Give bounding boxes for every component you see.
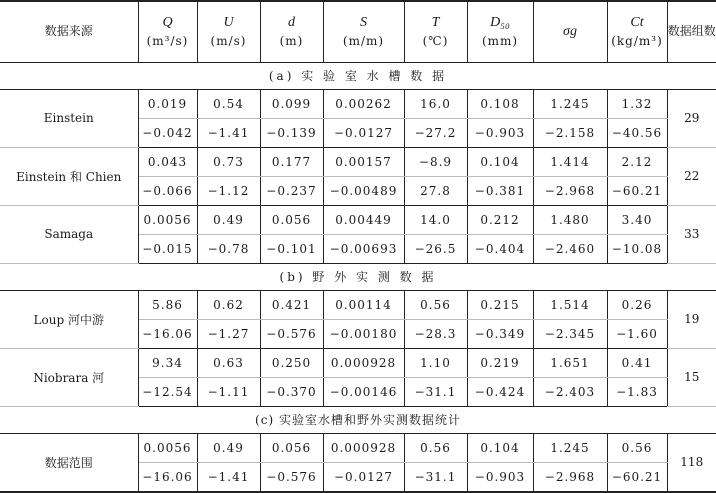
row-source: Samaga [0, 205, 138, 263]
table-cell: −16.06 [138, 319, 197, 348]
table-cell: 0.49 [197, 205, 260, 234]
table-row [0, 348, 716, 377]
header-symbol: d [288, 14, 295, 30]
table-section [0, 263, 716, 406]
table-cell: −0.015 [138, 234, 197, 263]
table-cell: −1.41 [197, 462, 260, 492]
table-cell: 0.56 [404, 433, 467, 462]
table-cell: −2.968 [533, 176, 607, 205]
header-col-t [404, 1, 467, 62]
table-cell: −0.903 [467, 462, 533, 492]
row-count: 118 [667, 433, 716, 492]
table-cell: −0.00489 [323, 176, 404, 205]
table-cell: −27.2 [404, 118, 467, 147]
row-count: 19 [667, 290, 716, 348]
table-cell: 9.34 [138, 348, 197, 377]
table-cell: −2.345 [533, 319, 607, 348]
table-cell: −0.101 [260, 234, 323, 263]
table-cell: 0.019 [138, 89, 197, 118]
table-row [0, 205, 716, 234]
table-cell: −60.21 [607, 462, 667, 492]
table-cell: −0.042 [138, 118, 197, 147]
table-cell: 0.0056 [138, 433, 197, 462]
table-cell: 0.54 [197, 89, 260, 118]
table-cell: −0.370 [260, 377, 323, 406]
table-cell: −1.83 [607, 377, 667, 406]
section-title: (c) 实验室水槽和野外实测数据统计 [0, 406, 716, 433]
table-cell: −0.00146 [323, 377, 404, 406]
table-cell: −26.5 [404, 234, 467, 263]
table-cell: 1.480 [533, 205, 607, 234]
header-symbol: Q [162, 14, 173, 30]
header-symbol: Ct [630, 14, 644, 30]
table-cell: −60.21 [607, 176, 667, 205]
row-source: Einstein [0, 89, 138, 147]
table-cell: −0.404 [467, 234, 533, 263]
table-cell: −0.00180 [323, 319, 404, 348]
header-count: 数据组数 [667, 1, 716, 62]
row-source: 数据范围 [0, 433, 138, 492]
row-count: 33 [667, 205, 716, 263]
section-title: (a) 实 验 室 水 槽 数 据 [0, 62, 716, 89]
table-cell: −0.576 [260, 462, 323, 492]
table-cell: 5.86 [138, 290, 197, 319]
table-cell: −2.403 [533, 377, 607, 406]
header-symbol: T [431, 14, 440, 30]
table-cell: 14.0 [404, 205, 467, 234]
header-unit: (m) [279, 33, 304, 48]
table-cell: 0.104 [467, 147, 533, 176]
table-cell: −12.54 [138, 377, 197, 406]
table-cell: −0.381 [467, 176, 533, 205]
table-cell: 0.00157 [323, 147, 404, 176]
table-cell: 1.245 [533, 89, 607, 118]
row-count: 22 [667, 147, 716, 205]
table-cell: 27.8 [404, 176, 467, 205]
table-cell: −2.460 [533, 234, 607, 263]
table-cell: −0.903 [467, 118, 533, 147]
table-cell: 0.421 [260, 290, 323, 319]
table-cell: 0.043 [138, 147, 197, 176]
table-cell: 0.00262 [323, 89, 404, 118]
table-row [0, 433, 716, 462]
table-cell: −0.237 [260, 176, 323, 205]
row-source: Niobrara 河 [0, 348, 138, 406]
table-cell: −31.1 [404, 462, 467, 492]
table-cell: −40.56 [607, 118, 667, 147]
table-cell: −1.41 [197, 118, 260, 147]
table-cell: −0.139 [260, 118, 323, 147]
row-source: Loup 河中游 [0, 290, 138, 348]
table-cell: 0.212 [467, 205, 533, 234]
table-cell: 1.245 [533, 433, 607, 462]
table-cell: −1.27 [197, 319, 260, 348]
header-col-s [323, 1, 404, 62]
table-cell: 0.177 [260, 147, 323, 176]
table-cell: −0.78 [197, 234, 260, 263]
header-unit: (kg/m³) [611, 33, 663, 48]
table-cell: 16.0 [404, 89, 467, 118]
table-cell: −0.576 [260, 319, 323, 348]
table-cell: −1.11 [197, 377, 260, 406]
table-cell: 0.00449 [323, 205, 404, 234]
table-cell: −0.0127 [323, 118, 404, 147]
table-cell: 0.0056 [138, 205, 197, 234]
table-row [0, 290, 716, 319]
row-count: 29 [667, 89, 716, 147]
table-cell: 0.62 [197, 290, 260, 319]
header-symbol: σg [563, 24, 577, 40]
header-unit: (m/s) [210, 33, 247, 48]
table-header [0, 1, 716, 62]
table-cell: 0.056 [260, 205, 323, 234]
table-section [0, 62, 716, 263]
table-cell: 0.104 [467, 433, 533, 462]
table-cell: −0.349 [467, 319, 533, 348]
table-cell: 1.414 [533, 147, 607, 176]
section-title: (b) 野 外 实 测 数 据 [0, 263, 716, 290]
table-cell: 0.00114 [323, 290, 404, 319]
table-cell: 0.099 [260, 89, 323, 118]
table-cell: −1.60 [607, 319, 667, 348]
table-cell: 0.56 [607, 433, 667, 462]
table-cell: 0.056 [260, 433, 323, 462]
table-cell: 0.108 [467, 89, 533, 118]
row-count: 15 [667, 348, 716, 406]
header-col-ct [607, 1, 667, 62]
table-cell: −8.9 [404, 147, 467, 176]
table-section [0, 406, 716, 492]
header-unit: (m³/s) [146, 33, 189, 48]
table-cell: −10.08 [607, 234, 667, 263]
table-cell: −0.00693 [323, 234, 404, 263]
table-cell: 1.32 [607, 89, 667, 118]
table-cell: 0.63 [197, 348, 260, 377]
header-symbol: U [223, 14, 234, 30]
header-symbol: D₅₀ [490, 14, 510, 30]
table-cell: 0.215 [467, 290, 533, 319]
table-cell: −0.066 [138, 176, 197, 205]
table-cell: −31.1 [404, 377, 467, 406]
header-col-q [138, 1, 197, 62]
table-cell: 0.41 [607, 348, 667, 377]
header-col-sigma-g [533, 1, 607, 62]
table-cell: −28.3 [404, 319, 467, 348]
table-cell: 0.56 [404, 290, 467, 319]
table-cell: 0.250 [260, 348, 323, 377]
table-cell: 1.651 [533, 348, 607, 377]
table-cell: 0.26 [607, 290, 667, 319]
table-cell: 0.000928 [323, 433, 404, 462]
table-cell: 3.40 [607, 205, 667, 234]
row-source: Einstein 和 Chien [0, 147, 138, 205]
table-cell: 2.12 [607, 147, 667, 176]
table-cell: 0.49 [197, 433, 260, 462]
table-row [0, 89, 716, 118]
table-cell: 0.219 [467, 348, 533, 377]
table-cell: 1.514 [533, 290, 607, 319]
table-cell: −0.0127 [323, 462, 404, 492]
header-symbol: S [360, 14, 367, 30]
table-cell: −0.424 [467, 377, 533, 406]
header-unit: (mm) [481, 33, 519, 48]
header-col-d50 [467, 1, 533, 62]
table-cell: 0.73 [197, 147, 260, 176]
header-col-d [260, 1, 323, 62]
table-cell: −2.968 [533, 462, 607, 492]
table-cell: −16.06 [138, 462, 197, 492]
table-cell: −2.158 [533, 118, 607, 147]
header-unit: (m/m) [342, 33, 385, 48]
header-unit: (℃) [422, 33, 449, 48]
header-col-u [197, 1, 260, 62]
table-row [0, 147, 716, 176]
header-source: 数据来源 [0, 1, 138, 62]
table-cell: 1.10 [404, 348, 467, 377]
table-cell: −1.12 [197, 176, 260, 205]
table-cell: 0.000928 [323, 348, 404, 377]
